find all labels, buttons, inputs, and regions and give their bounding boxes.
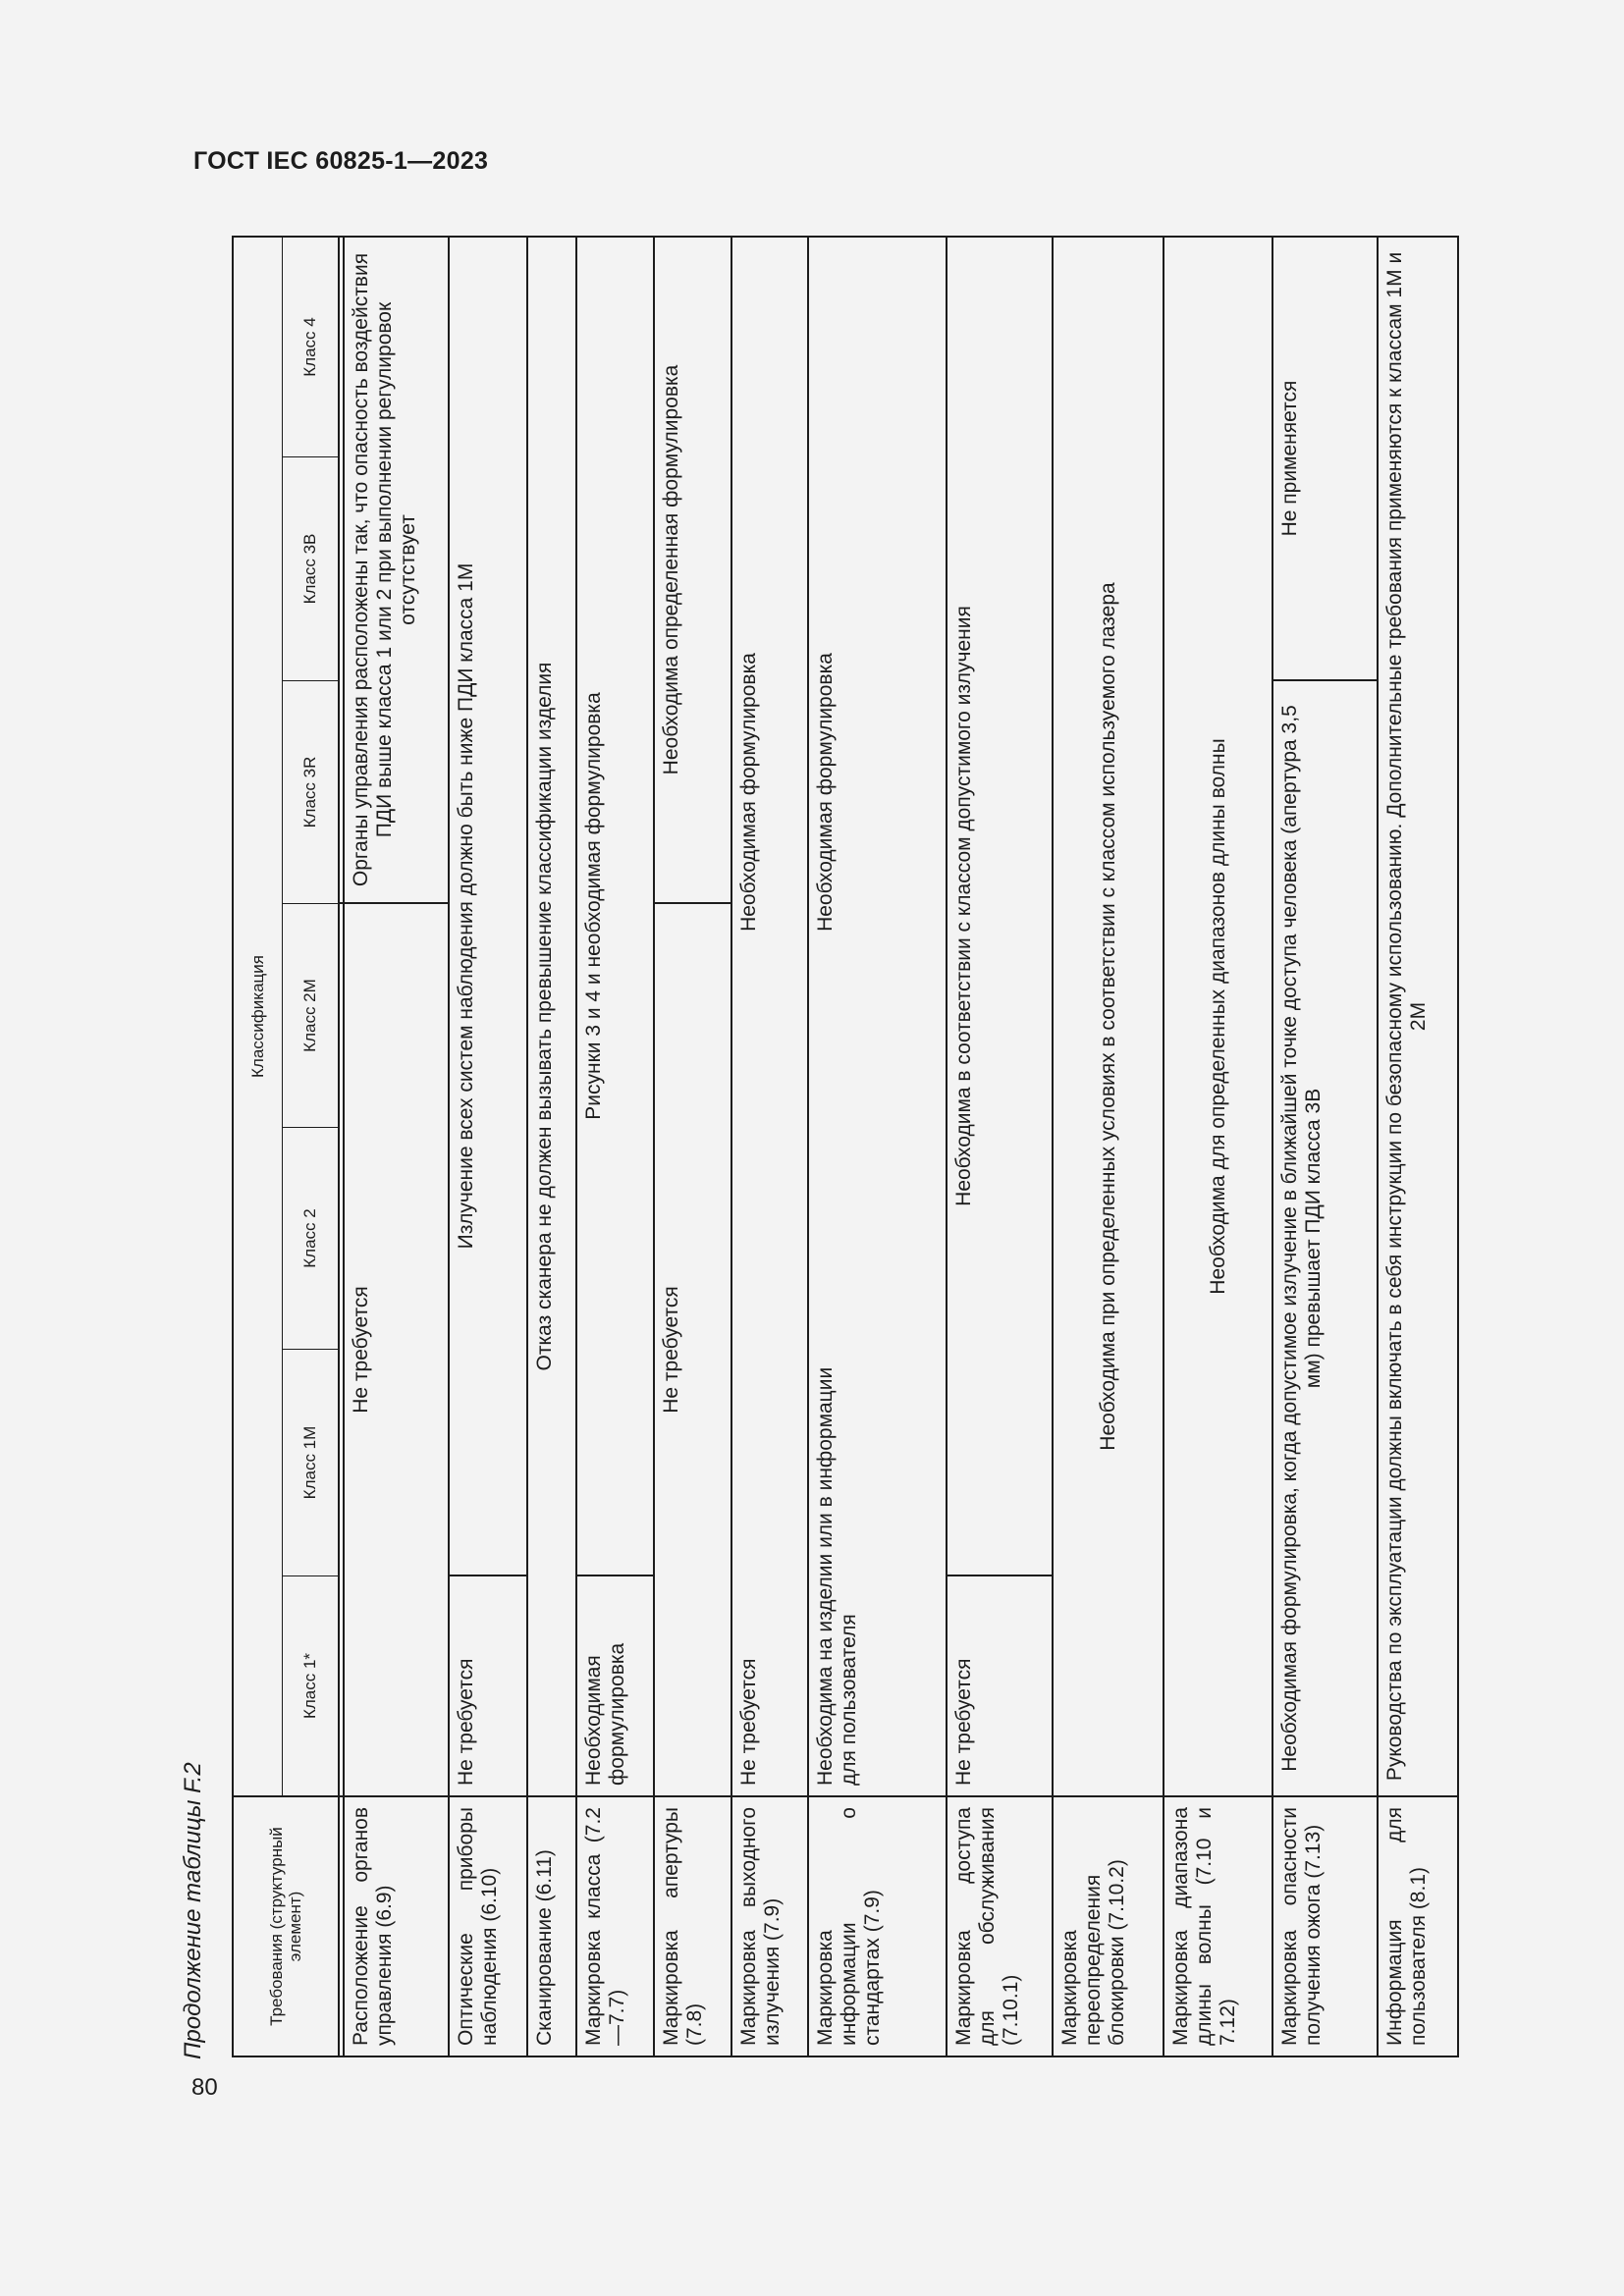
row-optical-requirement: Оптические приборы наблюдения (6.10) xyxy=(455,1807,501,2046)
row-optical-value-2: Излучение всех систем наблюдения должно быть ниже ПДИ класса 1М xyxy=(455,562,477,1250)
row-burn-value-1: Необходимая формулировка, когда допустимое излучение в ближайшей точке доступа человека (апертура 3,5 мм) превышает ПДИ класса 3B xyxy=(1278,705,1325,1772)
header-classification: Классификация xyxy=(247,955,267,1078)
row-controls-requirement: Расположение органов управления (6.9) xyxy=(350,1807,396,2046)
header-class-2m: Класс 2М xyxy=(300,979,320,1052)
row-aperture-value-2: Необходима определенная формулировка xyxy=(660,364,682,775)
row-user-info-value: Руководства по эксплуатации должны включать в себя инструкции по безопасному использованию. Дополнительные требования применяются к классам 1М и 2М xyxy=(1383,251,1430,1782)
row-override-value: Необходима при определенных условиях в соответствии с классом используемого лазера xyxy=(1096,582,1119,1451)
row-aperture-requirement: Маркировка апертуры (7.8) xyxy=(660,1807,706,2046)
row-service-requirement: Маркировка доступа для обслуживания (7.10.1) xyxy=(952,1807,1022,2046)
row-controls-value-1: Не требуется xyxy=(350,1286,372,1414)
row-optical-value-1: Не требуется xyxy=(455,1658,477,1786)
header-class-3b: Класс 3B xyxy=(300,533,320,605)
row-class-marking-requirement: Маркировка класса (7.2—7.7) xyxy=(582,1807,628,2046)
row-output-value-2: Необходимая формулировка xyxy=(737,653,760,932)
row-service-value-1: Не требуется xyxy=(952,1658,975,1786)
row-wavelength-value: Необходима для определенных диапазонов длины волны xyxy=(1206,738,1229,1295)
row-standards-value-2: Необходимая формулировка xyxy=(814,653,837,932)
row-user-info-requirement: Информация для пользователя (8.1) xyxy=(1383,1807,1430,2046)
page-number: 80 xyxy=(191,2074,218,2101)
header-class-1: Класс 1* xyxy=(300,1652,320,1720)
document-title: ГОСТ IEC 60825-1—2023 xyxy=(193,147,489,175)
row-scanning-requirement: Сканирование (6.11) xyxy=(533,1849,556,2046)
row-class-marking-value-1: Необходимая формулировка xyxy=(582,1642,628,1786)
row-burn-requirement: Маркировка опасности получения ожога (7.13) xyxy=(1278,1807,1325,2046)
row-standards-value-1: Необходима на изделии или в информации для пользователя xyxy=(814,1366,860,1786)
row-burn-value-2: Не применяется xyxy=(1278,380,1301,537)
header-class-2: Класс 2 xyxy=(300,1208,320,1268)
row-class-marking-value-2: Рисунки 3 и 4 и необходимая формулировка xyxy=(582,692,605,1120)
row-wavelength-requirement: Маркировка диапазона длины волны (7.10 и 7.12) xyxy=(1169,1807,1239,2046)
header-requirements: Требования (структурный элемент) xyxy=(266,1827,304,2026)
row-aperture-value-1: Не требуется xyxy=(660,1286,682,1414)
header-class-4: Класс 4 xyxy=(300,317,320,377)
row-output-value-1: Не требуется xyxy=(737,1658,760,1786)
table-caption: Продолжение таблицы F.2 xyxy=(180,1762,206,2059)
row-standards-requirement: Маркировка информации о стандартах (7.9) xyxy=(814,1807,884,2046)
row-output-requirement: Маркировка выходного излучения (7.9) xyxy=(737,1807,784,2046)
row-scanning-value: Отказ сканера не должен вызывать превышение классификации изделия xyxy=(533,662,556,1371)
header-class-1m: Класс 1М xyxy=(300,1425,320,1500)
row-service-value-2: Необходима в соответствии с классом допустимого излучения xyxy=(952,606,975,1206)
row-controls-value-2: Органы управления расположены так, что опасность воздействия ПДИ выше класса 1 или 2 при выполнении регулировок отсутствует xyxy=(350,252,419,887)
header-class-3r: Класс 3R xyxy=(300,756,320,828)
row-override-requirement: Маркировка переопределения блокировки (7.10.2) xyxy=(1058,1859,1128,2046)
